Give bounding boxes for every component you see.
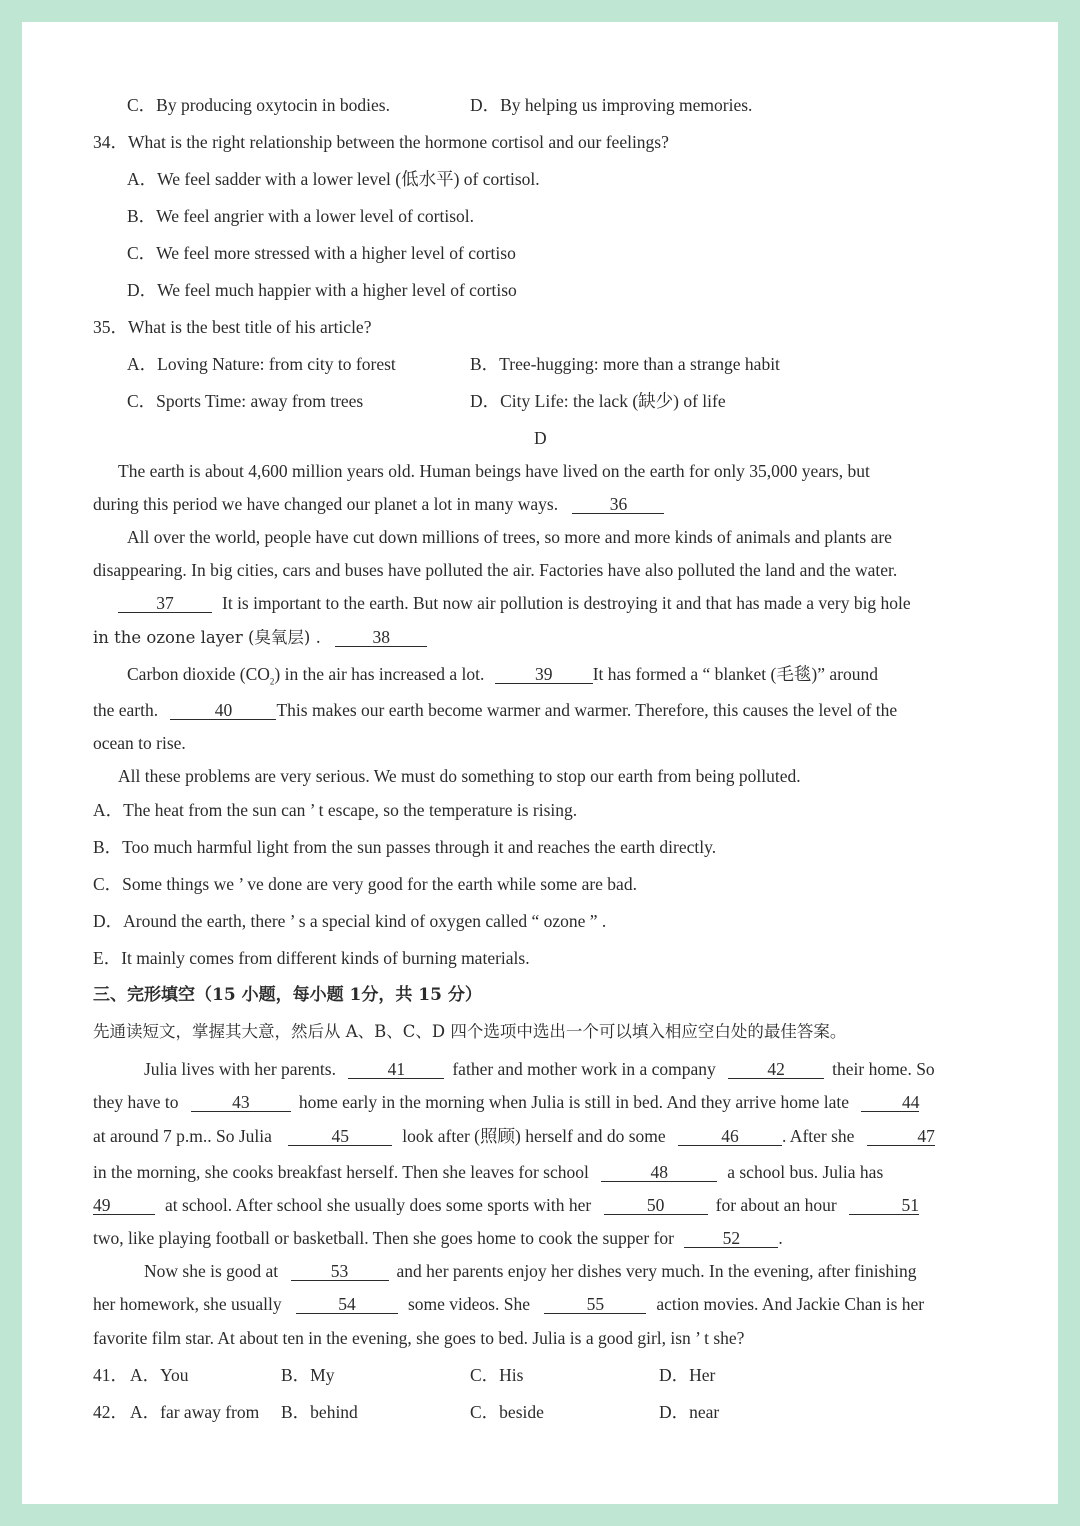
q41-option-b[interactable]: B．My [281, 1365, 335, 1385]
q34-option-b: B．We feel angrier with a lower level of cortisol. [127, 206, 475, 226]
passage-text: Carbon dioxide (CO [127, 664, 270, 684]
q42-option-b[interactable]: B．behind [281, 1402, 358, 1422]
q42-option-a[interactable]: A．far away from [130, 1402, 260, 1422]
passage-text: It has formed a “ blanket (毛毯)” around [592, 664, 878, 684]
passage-line [93, 699, 897, 721]
blank-49[interactable]: 49 [93, 1196, 155, 1215]
cloze-text: look after (照顾) herself and do some [402, 1126, 666, 1146]
blank-42[interactable]: 42 [728, 1060, 824, 1079]
cloze-text: for about an hour [715, 1195, 837, 1215]
cloze-line [93, 1161, 883, 1183]
cloze-text: Julia lives with her parents. [144, 1059, 336, 1079]
cloze-text: a school bus. Julia has [727, 1162, 884, 1182]
passage-option-d: D．Around the earth, there ’ s a special kind of oxygen called “ ozone ” . [93, 911, 607, 931]
cloze-line [93, 1091, 919, 1113]
cloze-line [93, 1194, 919, 1216]
passage-line [118, 592, 911, 614]
passage-line [93, 626, 431, 649]
passage-line [127, 526, 990, 548]
q34-stem: 34．What is the right relationship between the hormone cortisol and our feelings? [93, 132, 669, 152]
q33-option-c: C．By producing oxytocin in bodies. [127, 95, 390, 115]
passage-text: All these problems are very serious. We must do something to stop our earth from being polluted. [118, 766, 801, 786]
passage-option-b: B．Too much harmful light from the sun passes through it and reaches the earth directly. [93, 837, 717, 857]
cloze-text: at school. After school she usually does some sports with her [165, 1195, 592, 1215]
blank-54[interactable]: 54 [296, 1295, 398, 1314]
blank-50[interactable]: 50 [604, 1196, 708, 1215]
blank-51[interactable]: 51 [849, 1196, 919, 1215]
q42-option-c[interactable]: C．beside [470, 1402, 544, 1422]
q34-option-a: A．We feel sadder with a lower level (低水平) of cortisol. [127, 169, 540, 189]
blank-55[interactable]: 55 [544, 1295, 646, 1314]
cloze-text: home early in the morning when Julia is still in bed. And they arrive home late [298, 1092, 850, 1112]
q42-number: 42． [93, 1402, 128, 1422]
cloze-text: in the morning, she cooks breakfast herself. Then she leaves for school [93, 1162, 589, 1182]
passage-line [118, 765, 801, 787]
passage-text: ) in the air has increased a lot. [274, 664, 485, 684]
blank-53[interactable]: 53 [291, 1262, 389, 1281]
cloze-text: action movies. And Jackie Chan is her [656, 1294, 925, 1314]
blank-48[interactable]: 48 [601, 1163, 717, 1182]
blank-38[interactable]: 38 [335, 628, 427, 647]
q34-option-c: C．We feel more stressed with a higher level of cortiso [127, 243, 516, 263]
blank-52[interactable]: 52 [684, 1229, 778, 1248]
q35-stem: 35．What is the best title of his article? [93, 317, 372, 337]
q35-option-a: A．Loving Nature: from city to forest [127, 354, 396, 374]
exam-page [22, 22, 1058, 1504]
section-title: 三、完形填空（15 小题，每小题 1分，共 15 分） [93, 985, 482, 1005]
passage-line [93, 493, 668, 515]
cloze-line [93, 1125, 935, 1147]
passage-text: The earth is about 4,600 million years old. Human beings have lived on the earth for only 35,000 years, but [118, 461, 870, 481]
cloze-text: at around 7 p.m.. So Julia [93, 1126, 272, 1146]
passage-option-c: C．Some things we ’ ve done are very good for the earth while some are bad. [93, 874, 637, 894]
blank-37[interactable]: 37 [118, 594, 212, 613]
passage-text: disappearing. In big cities, cars and buses have polluted the air. Factories have also polluted the land and the water. [93, 560, 898, 580]
cloze-text: Now she is good at [144, 1261, 279, 1281]
passage-line [93, 559, 897, 581]
cloze-line [93, 1327, 744, 1349]
q41-number: 41． [93, 1365, 128, 1385]
passage-heading: D [534, 428, 547, 448]
blank-46[interactable]: 46 [678, 1127, 782, 1146]
cloze-text: . After she [782, 1126, 855, 1146]
cloze-line [93, 1227, 783, 1249]
q35-option-b: B．Tree-hugging: more than a strange habit [470, 354, 780, 374]
cloze-text: favorite film star. At about ten in the evening, she goes to bed. Julia is a good girl, isn ’ t she? [93, 1328, 745, 1348]
blank-41[interactable]: 41 [348, 1060, 444, 1079]
blank-43[interactable]: 43 [191, 1093, 291, 1112]
passage-text: All over the world, people have cut down millions of trees, so more and more kinds of animals and plants are [127, 527, 892, 547]
blank-44[interactable]: 44 [861, 1093, 919, 1112]
blank-40[interactable]: 40 [170, 701, 276, 720]
cloze-line [144, 1260, 917, 1282]
q41-option-d[interactable]: D．Her [659, 1365, 716, 1385]
blank-36[interactable]: 36 [572, 495, 664, 514]
passage-text: It is important to the earth. But now air pollution is destroying it and that has made a very big hole [222, 593, 911, 613]
passage-line [118, 460, 990, 482]
passage-text: This makes our earth become warmer and warmer. Therefore, this causes the level of the [276, 700, 898, 720]
cloze-text: their home. So [832, 1059, 935, 1079]
cloze-text: some videos. She [407, 1294, 530, 1314]
q33-option-d: D．By helping us improving memories. [470, 95, 753, 115]
passage-text: ocean to rise. [93, 733, 186, 753]
q35-option-d: D．City Life: the lack (缺少) of life [470, 391, 726, 411]
cloze-text: they have to [93, 1092, 179, 1112]
blank-47[interactable]: 47 [867, 1127, 935, 1146]
section-instruction: 先通读短文，掌握其大意，然后从 A、B、C、D 四个选项中选出一个可以填入相应空白处的最佳答案。 [93, 1022, 847, 1041]
q41-option-a[interactable]: A．You [130, 1365, 189, 1385]
q34-option-d: D．We feel much happier with a higher level of cortiso [127, 280, 517, 300]
q35-option-c: C．Sports Time: away from trees [127, 391, 364, 411]
cloze-text: her homework, she usually [93, 1294, 282, 1314]
passage-line [127, 663, 878, 693]
cloze-text: and her parents enjoy her dishes very much. In the evening, after finishing [396, 1261, 917, 1281]
subscript-2: 2 [269, 676, 275, 687]
q42-option-d[interactable]: D．near [659, 1402, 720, 1422]
cloze-line [93, 1293, 924, 1315]
blank-39[interactable]: 39 [495, 665, 593, 684]
cloze-text: . [778, 1228, 783, 1248]
cloze-line [144, 1058, 935, 1080]
passage-line [93, 732, 186, 754]
passage-option-e: E．It mainly comes from different kinds of burning materials. [93, 948, 530, 968]
cloze-text: father and mother work in a company [452, 1059, 716, 1079]
passage-text: the earth. [93, 700, 159, 720]
q41-option-c[interactable]: C．His [470, 1365, 524, 1385]
passage-text: during this period we have changed our planet a lot in many ways. [93, 494, 559, 514]
cloze-text: two, like playing football or basketball. Then she goes home to cook the supper for [93, 1228, 674, 1248]
passage-option-a: A．The heat from the sun can ’ t escape, so the temperature is rising. [93, 800, 578, 820]
blank-45[interactable]: 45 [288, 1127, 392, 1146]
passage-text: in the ozone layer (臭氧层) . [93, 628, 321, 647]
